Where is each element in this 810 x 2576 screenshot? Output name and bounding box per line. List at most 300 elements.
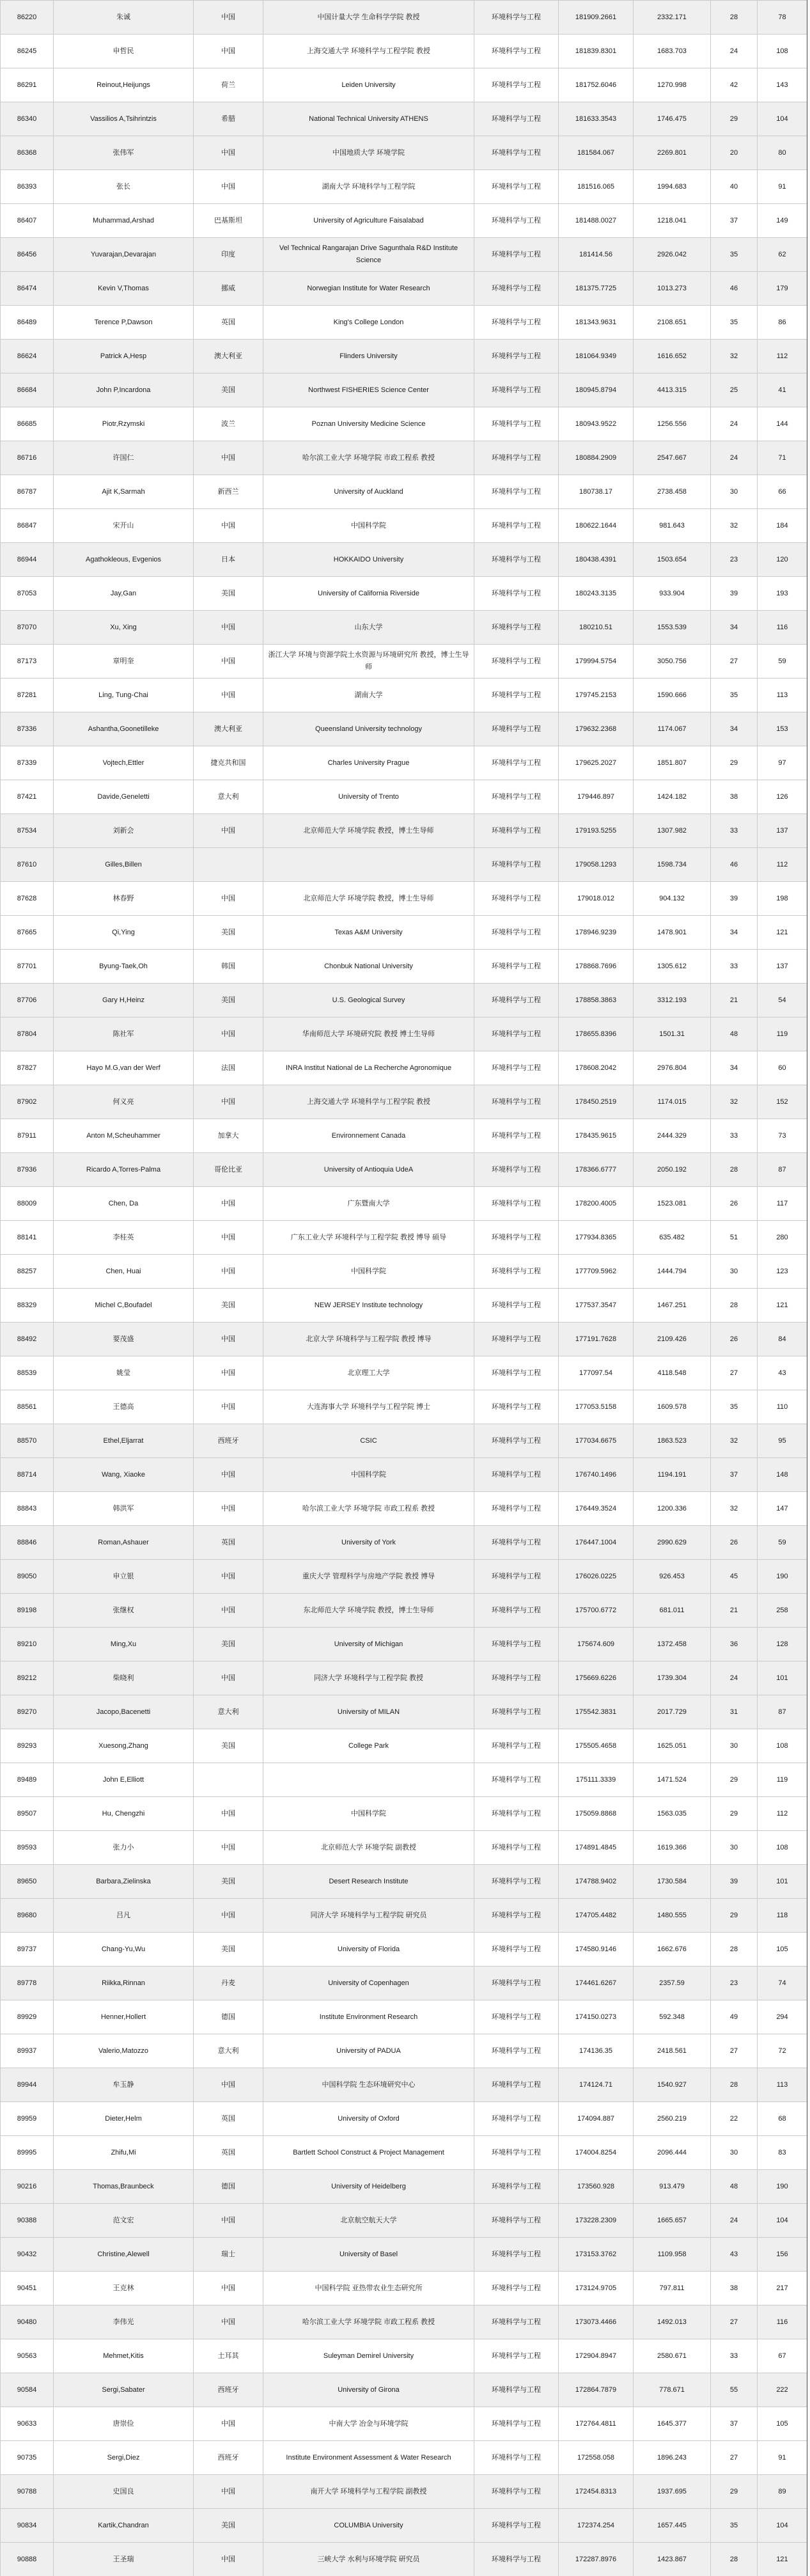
cell-discipline: 环境科学与工程 — [474, 882, 559, 916]
cell-metric-c: 120 — [758, 543, 807, 577]
cell-score: 175542.3831 — [559, 1695, 634, 1729]
cell-metric-b: 30 — [711, 1831, 758, 1865]
table-row — [1, 238, 807, 272]
cell-metric-c: 84 — [758, 1323, 807, 1356]
cell-institution: 同济大学 环境科学与工程学院 教授 — [263, 1661, 474, 1695]
cell-discipline: 环境科学与工程 — [474, 1967, 559, 2000]
table-row — [1, 441, 807, 475]
cell-rank-id: 88141 — [1, 1221, 54, 1255]
cell-score: 177097.54 — [559, 1356, 634, 1390]
cell-institution: 北京航空航天大学 — [263, 2204, 474, 2238]
cell-rank-id: 87902 — [1, 1085, 54, 1119]
cell-metric-c: 108 — [758, 1729, 807, 1763]
cell-score: 177934.8365 — [559, 1221, 634, 1255]
cell-rank-id: 90216 — [1, 2170, 54, 2204]
cell-score: 180438.4391 — [559, 543, 634, 577]
cell-institution: 北京师范大学 环境学院 副教授 — [263, 1831, 474, 1865]
cell-metric-a: 4118.548 — [634, 1356, 711, 1390]
cell-scholar-name: John E,Elliott — [54, 1763, 194, 1797]
cell-metric-b: 24 — [711, 1661, 758, 1695]
cell-country: 中国 — [194, 2305, 263, 2339]
cell-discipline: 环境科学与工程 — [474, 68, 559, 102]
cell-metric-c: 104 — [758, 2509, 807, 2543]
cell-country: 澳大利亚 — [194, 340, 263, 373]
cell-scholar-name: 范文宏 — [54, 2204, 194, 2238]
table-row — [1, 1594, 807, 1628]
cell-scholar-name: Henner,Hollert — [54, 2000, 194, 2034]
cell-country: 中国 — [194, 1797, 263, 1831]
table-row — [1, 35, 807, 68]
cell-score: 181516.065 — [559, 170, 634, 204]
table-row — [1, 1390, 807, 1424]
cell-metric-a: 2738.458 — [634, 475, 711, 509]
cell-scholar-name: Wang, Xiaoke — [54, 1458, 194, 1492]
cell-country: 巴基斯坦 — [194, 204, 263, 238]
cell-score: 180622.1644 — [559, 509, 634, 543]
cell-country: 中国 — [194, 1085, 263, 1119]
cell-metric-a: 1523.081 — [634, 1187, 711, 1221]
cell-metric-b: 29 — [711, 746, 758, 780]
cell-rank-id: 86944 — [1, 543, 54, 577]
cell-scholar-name: Gilles,Billen — [54, 848, 194, 882]
cell-metric-b: 23 — [711, 543, 758, 577]
cell-metric-b: 55 — [711, 2373, 758, 2407]
cell-score: 174891.4845 — [559, 1831, 634, 1865]
cell-discipline: 环境科学与工程 — [474, 1797, 559, 1831]
cell-discipline: 环境科学与工程 — [474, 1628, 559, 1661]
cell-metric-c: 71 — [758, 441, 807, 475]
cell-discipline: 环境科学与工程 — [474, 1831, 559, 1865]
cell-metric-a: 926.453 — [634, 1560, 711, 1594]
cell-metric-c: 41 — [758, 373, 807, 407]
cell-institution: 北京师范大学 环境学院 教授，博士生导师 — [263, 882, 474, 916]
cell-score: 175111.3339 — [559, 1763, 634, 1797]
cell-discipline: 环境科学与工程 — [474, 543, 559, 577]
table-row — [1, 1017, 807, 1051]
cell-institution: 湖南大学 — [263, 679, 474, 712]
cell-metric-c: 78 — [758, 1, 807, 35]
cell-metric-a: 1467.251 — [634, 1289, 711, 1323]
cell-metric-c: 148 — [758, 1458, 807, 1492]
cell-metric-c: 149 — [758, 204, 807, 238]
cell-scholar-name: Ming,Xu — [54, 1628, 194, 1661]
cell-score: 178450.2519 — [559, 1085, 634, 1119]
cell-discipline: 环境科学与工程 — [474, 1899, 559, 1933]
table-row — [1, 2170, 807, 2204]
table-row — [1, 1255, 807, 1289]
cell-metric-c: 73 — [758, 1119, 807, 1153]
cell-discipline: 环境科学与工程 — [474, 1729, 559, 1763]
cell-rank-id: 87665 — [1, 916, 54, 950]
cell-metric-c: 86 — [758, 306, 807, 340]
cell-country: 中国 — [194, 1323, 263, 1356]
cell-country: 日本 — [194, 543, 263, 577]
cell-metric-c: 119 — [758, 1017, 807, 1051]
cell-scholar-name: Michel C,Boufadel — [54, 1289, 194, 1323]
table-row — [1, 1153, 807, 1187]
cell-metric-c: 108 — [758, 35, 807, 68]
cell-rank-id: 88714 — [1, 1458, 54, 1492]
cell-score: 175674.609 — [559, 1628, 634, 1661]
cell-score: 181488.0027 — [559, 204, 634, 238]
cell-metric-b: 29 — [711, 2475, 758, 2509]
cell-metric-c: 108 — [758, 1831, 807, 1865]
cell-discipline: 环境科学与工程 — [474, 1289, 559, 1323]
cell-metric-a: 1896.243 — [634, 2441, 711, 2475]
cell-metric-a: 1305.612 — [634, 950, 711, 984]
table-row — [1, 2272, 807, 2305]
cell-metric-c: 119 — [758, 1763, 807, 1797]
cell-metric-b: 34 — [711, 611, 758, 645]
table-row — [1, 1695, 807, 1729]
cell-metric-c: 110 — [758, 1390, 807, 1424]
cell-country: 中国 — [194, 1899, 263, 1933]
cell-country: 法国 — [194, 1051, 263, 1085]
cell-score: 175059.8868 — [559, 1797, 634, 1831]
table-row — [1, 1119, 807, 1153]
cell-metric-a: 2418.561 — [634, 2034, 711, 2068]
table-row — [1, 2339, 807, 2373]
cell-discipline: 环境科学与工程 — [474, 441, 559, 475]
cell-institution: Texas A&M University — [263, 916, 474, 950]
cell-discipline: 环境科学与工程 — [474, 1424, 559, 1458]
cell-scholar-name: Riikka,Rinnan — [54, 1967, 194, 2000]
cell-metric-c: 144 — [758, 407, 807, 441]
cell-metric-a: 2017.729 — [634, 1695, 711, 1729]
cell-discipline: 环境科学与工程 — [474, 272, 559, 306]
cell-metric-a: 1480.555 — [634, 1899, 711, 1933]
cell-score: 181375.7725 — [559, 272, 634, 306]
cell-country: 印度 — [194, 238, 263, 272]
cell-metric-c: 60 — [758, 1051, 807, 1085]
cell-score: 174788.9402 — [559, 1865, 634, 1899]
cell-discipline: 环境科学与工程 — [474, 611, 559, 645]
cell-discipline: 环境科学与工程 — [474, 373, 559, 407]
cell-institution: 中国科学院 — [263, 1255, 474, 1289]
cell-rank-id: 88539 — [1, 1356, 54, 1390]
cell-score: 175669.6226 — [559, 1661, 634, 1695]
cell-discipline: 环境科学与工程 — [474, 340, 559, 373]
cell-discipline: 环境科学与工程 — [474, 306, 559, 340]
cell-rank-id: 90480 — [1, 2305, 54, 2339]
cell-metric-b: 38 — [711, 2272, 758, 2305]
table-row — [1, 2068, 807, 2102]
cell-metric-b: 29 — [711, 102, 758, 136]
cell-rank-id: 90788 — [1, 2475, 54, 2509]
cell-rank-id: 87281 — [1, 679, 54, 712]
cell-country: 中国 — [194, 1356, 263, 1390]
cell-scholar-name: 林春野 — [54, 882, 194, 916]
cell-score: 179745.2153 — [559, 679, 634, 712]
cell-institution: 中国科学院 亚热带农业生态研究所 — [263, 2272, 474, 2305]
cell-rank-id: 87173 — [1, 645, 54, 679]
cell-metric-c: 198 — [758, 882, 807, 916]
cell-scholar-name: Qi,Ying — [54, 916, 194, 950]
cell-scholar-name: Yuvarajan,Devarajan — [54, 238, 194, 272]
cell-institution: 北京师范大学 环境学院 教授，博士生导师 — [263, 814, 474, 848]
cell-metric-b: 28 — [711, 2543, 758, 2576]
cell-score: 177537.3547 — [559, 1289, 634, 1323]
cell-country: 中国 — [194, 1492, 263, 1526]
cell-scholar-name: Sergi,Sabater — [54, 2373, 194, 2407]
cell-country: 西班牙 — [194, 1424, 263, 1458]
cell-institution: 中南大学 冶金与环境学院 — [263, 2407, 474, 2441]
cell-metric-b: 35 — [711, 238, 758, 272]
cell-metric-a: 981.643 — [634, 509, 711, 543]
cell-rank-id: 89212 — [1, 1661, 54, 1695]
cell-discipline: 环境科学与工程 — [474, 1221, 559, 1255]
cell-institution: University of Antioquia UdeA — [263, 1153, 474, 1187]
cell-metric-a: 2560.219 — [634, 2102, 711, 2136]
cell-metric-b: 28 — [711, 2068, 758, 2102]
cell-scholar-name: 陈社军 — [54, 1017, 194, 1051]
cell-metric-c: 123 — [758, 1255, 807, 1289]
cell-country: 中国 — [194, 1255, 263, 1289]
cell-metric-a: 1256.556 — [634, 407, 711, 441]
table-row — [1, 679, 807, 712]
cell-discipline: 环境科学与工程 — [474, 814, 559, 848]
cell-institution: Charles University Prague — [263, 746, 474, 780]
cell-metric-b: 20 — [711, 136, 758, 170]
table-row — [1, 577, 807, 611]
cell-metric-a: 1645.377 — [634, 2407, 711, 2441]
cell-metric-a: 1218.041 — [634, 204, 711, 238]
cell-institution: Vel Technical Rangarajan Drive Sagunthala R&D Institute Science — [263, 238, 474, 272]
cell-country: 德国 — [194, 2170, 263, 2204]
cell-scholar-name: Muhammad,Arshad — [54, 204, 194, 238]
cell-institution: University of Trento — [263, 780, 474, 814]
cell-rank-id: 86684 — [1, 373, 54, 407]
cell-metric-c: 258 — [758, 1594, 807, 1628]
cell-country: 希腊 — [194, 102, 263, 136]
cell-score: 174705.4482 — [559, 1899, 634, 1933]
cell-metric-b: 26 — [711, 1526, 758, 1560]
cell-score: 174094.887 — [559, 2102, 634, 2136]
cell-rank-id: 89293 — [1, 1729, 54, 1763]
cell-discipline: 环境科学与工程 — [474, 577, 559, 611]
cell-discipline: 环境科学与工程 — [474, 2441, 559, 2475]
cell-scholar-name: 李伟光 — [54, 2305, 194, 2339]
cell-country: 中国 — [194, 645, 263, 679]
cell-metric-b: 24 — [711, 407, 758, 441]
cell-metric-a: 1540.927 — [634, 2068, 711, 2102]
cell-scholar-name: Ling, Tung-Chai — [54, 679, 194, 712]
cell-rank-id: 90432 — [1, 2238, 54, 2272]
cell-score: 174461.6267 — [559, 1967, 634, 2000]
cell-rank-id: 86624 — [1, 340, 54, 373]
cell-score: 172454.8313 — [559, 2475, 634, 2509]
cell-country: 西班牙 — [194, 2373, 263, 2407]
cell-discipline: 环境科学与工程 — [474, 204, 559, 238]
cell-rank-id: 87053 — [1, 577, 54, 611]
cell-institution: 广东工业大学 环境科学与工程学院 教授 博导 硕导 — [263, 1221, 474, 1255]
cell-metric-a: 2990.629 — [634, 1526, 711, 1560]
cell-metric-a: 1471.524 — [634, 1763, 711, 1797]
cell-discipline: 环境科学与工程 — [474, 1255, 559, 1289]
cell-rank-id: 88570 — [1, 1424, 54, 1458]
table-row — [1, 2204, 807, 2238]
cell-metric-a: 1665.657 — [634, 2204, 711, 2238]
cell-metric-c: 101 — [758, 1661, 807, 1695]
cell-metric-b: 30 — [711, 1729, 758, 1763]
cell-metric-b: 26 — [711, 1323, 758, 1356]
cell-metric-b: 25 — [711, 373, 758, 407]
cell-score: 178200.4005 — [559, 1187, 634, 1221]
cell-metric-b: 33 — [711, 2339, 758, 2373]
cell-metric-b: 45 — [711, 1560, 758, 1594]
cell-metric-a: 2547.667 — [634, 441, 711, 475]
cell-score: 178868.7696 — [559, 950, 634, 984]
cell-institution: 哈尔滨工业大学 环境学院 市政工程系 教授 — [263, 2305, 474, 2339]
cell-score: 173560.928 — [559, 2170, 634, 2204]
cell-score: 178946.9239 — [559, 916, 634, 950]
cell-country: 哥伦比亚 — [194, 1153, 263, 1187]
cell-score: 179632.2368 — [559, 712, 634, 746]
cell-metric-a: 1013.273 — [634, 272, 711, 306]
cell-scholar-name: 王德高 — [54, 1390, 194, 1424]
cell-scholar-name: Roman,Ashauer — [54, 1526, 194, 1560]
cell-country: 土耳其 — [194, 2339, 263, 2373]
cell-score: 180243.3135 — [559, 577, 634, 611]
cell-metric-a: 904.132 — [634, 882, 711, 916]
cell-rank-id: 90451 — [1, 2272, 54, 2305]
cell-scholar-name: 申立银 — [54, 1560, 194, 1594]
table-row — [1, 1492, 807, 1526]
cell-discipline: 环境科学与工程 — [474, 848, 559, 882]
cell-discipline: 环境科学与工程 — [474, 2543, 559, 2576]
table-row — [1, 2000, 807, 2034]
table-row — [1, 611, 807, 645]
cell-metric-b: 30 — [711, 1255, 758, 1289]
cell-metric-b: 51 — [711, 1221, 758, 1255]
cell-metric-a: 1423.867 — [634, 2543, 711, 2576]
cell-metric-c: 105 — [758, 1933, 807, 1967]
cell-rank-id: 86716 — [1, 441, 54, 475]
cell-scholar-name: Ethel,Eljarrat — [54, 1424, 194, 1458]
cell-discipline: 环境科学与工程 — [474, 1560, 559, 1594]
cell-scholar-name: Valerio,Matozzo — [54, 2034, 194, 2068]
cell-metric-c: 156 — [758, 2238, 807, 2272]
cell-country: 中国 — [194, 2407, 263, 2441]
cell-score: 172374.254 — [559, 2509, 634, 2543]
cell-metric-a: 1503.654 — [634, 543, 711, 577]
cell-score: 180945.8794 — [559, 373, 634, 407]
cell-metric-b: 29 — [711, 1763, 758, 1797]
cell-discipline: 环境科学与工程 — [474, 2305, 559, 2339]
table-row — [1, 2475, 807, 2509]
table-row — [1, 1458, 807, 1492]
cell-country: 美国 — [194, 373, 263, 407]
cell-discipline: 环境科学与工程 — [474, 2136, 559, 2170]
cell-country: 中国 — [194, 136, 263, 170]
cell-metric-a: 1109.958 — [634, 2238, 711, 2272]
cell-metric-c: 67 — [758, 2339, 807, 2373]
cell-rank-id: 87421 — [1, 780, 54, 814]
cell-score: 174124.71 — [559, 2068, 634, 2102]
cell-metric-a: 1994.683 — [634, 170, 711, 204]
cell-metric-a: 797.811 — [634, 2272, 711, 2305]
cell-country: 美国 — [194, 916, 263, 950]
cell-metric-b: 35 — [711, 306, 758, 340]
cell-score: 172287.8976 — [559, 2543, 634, 2576]
cell-metric-a: 1739.304 — [634, 1661, 711, 1695]
table-row — [1, 102, 807, 136]
cell-metric-a: 1625.051 — [634, 1729, 711, 1763]
cell-metric-a: 2109.426 — [634, 1323, 711, 1356]
cell-metric-b: 39 — [711, 1865, 758, 1899]
cell-metric-b: 37 — [711, 1458, 758, 1492]
cell-scholar-name: 韩洪军 — [54, 1492, 194, 1526]
cell-metric-b: 34 — [711, 1051, 758, 1085]
cell-metric-a: 2332.171 — [634, 1, 711, 35]
table-row — [1, 746, 807, 780]
cell-rank-id: 89995 — [1, 2136, 54, 2170]
cell-rank-id: 86787 — [1, 475, 54, 509]
cell-metric-b: 22 — [711, 2102, 758, 2136]
cell-score: 173124.9705 — [559, 2272, 634, 2305]
cell-discipline: 环境科学与工程 — [474, 1356, 559, 1390]
cell-metric-c: 74 — [758, 1967, 807, 2000]
cell-institution: University of Auckland — [263, 475, 474, 509]
cell-scholar-name: 刘新会 — [54, 814, 194, 848]
cell-rank-id: 89489 — [1, 1763, 54, 1797]
cell-rank-id: 88257 — [1, 1255, 54, 1289]
cell-discipline: 环境科学与工程 — [474, 136, 559, 170]
table-row — [1, 1051, 807, 1085]
cell-institution: National Technical University ATHENS — [263, 102, 474, 136]
cell-institution: 湖南大学 环境科学与工程学院 — [263, 170, 474, 204]
cell-metric-a: 1683.703 — [634, 35, 711, 68]
cell-score: 174580.9146 — [559, 1933, 634, 1967]
table-row — [1, 1967, 807, 2000]
cell-scholar-name: 申哲民 — [54, 35, 194, 68]
cell-country: 荷兰 — [194, 68, 263, 102]
cell-country: 美国 — [194, 577, 263, 611]
table-row — [1, 2543, 807, 2576]
table-row — [1, 1356, 807, 1390]
cell-metric-b: 32 — [711, 1424, 758, 1458]
cell-metric-c: 112 — [758, 340, 807, 373]
cell-metric-c: 117 — [758, 1187, 807, 1221]
cell-metric-a: 1553.539 — [634, 611, 711, 645]
cell-institution: 哈尔滨工业大学 环境学院 市政工程系 教授 — [263, 441, 474, 475]
table-row — [1, 509, 807, 543]
cell-scholar-name: Hayo M.G,van der Werf — [54, 1051, 194, 1085]
cell-discipline: 环境科学与工程 — [474, 1017, 559, 1051]
cell-metric-a: 913.479 — [634, 2170, 711, 2204]
cell-score: 179625.2027 — [559, 746, 634, 780]
cell-rank-id: 87804 — [1, 1017, 54, 1051]
cell-metric-b: 37 — [711, 204, 758, 238]
cell-institution: Norwegian Institute for Water Research — [263, 272, 474, 306]
cell-institution: University of Heidelberg — [263, 2170, 474, 2204]
cell-metric-a: 1657.445 — [634, 2509, 711, 2543]
table-row — [1, 1221, 807, 1255]
cell-metric-c: 104 — [758, 102, 807, 136]
cell-country: 中国 — [194, 1, 263, 35]
cell-metric-b: 32 — [711, 1085, 758, 1119]
cell-metric-c: 54 — [758, 984, 807, 1017]
cell-rank-id: 86456 — [1, 238, 54, 272]
cell-metric-b: 37 — [711, 2407, 758, 2441]
cell-score: 172904.8947 — [559, 2339, 634, 2373]
cell-metric-a: 933.904 — [634, 577, 711, 611]
cell-country: 瑞士 — [194, 2238, 263, 2272]
table-row — [1, 950, 807, 984]
cell-discipline: 环境科学与工程 — [474, 1085, 559, 1119]
cell-scholar-name: Piotr,Rzymski — [54, 407, 194, 441]
cell-scholar-name: 史国良 — [54, 2475, 194, 2509]
